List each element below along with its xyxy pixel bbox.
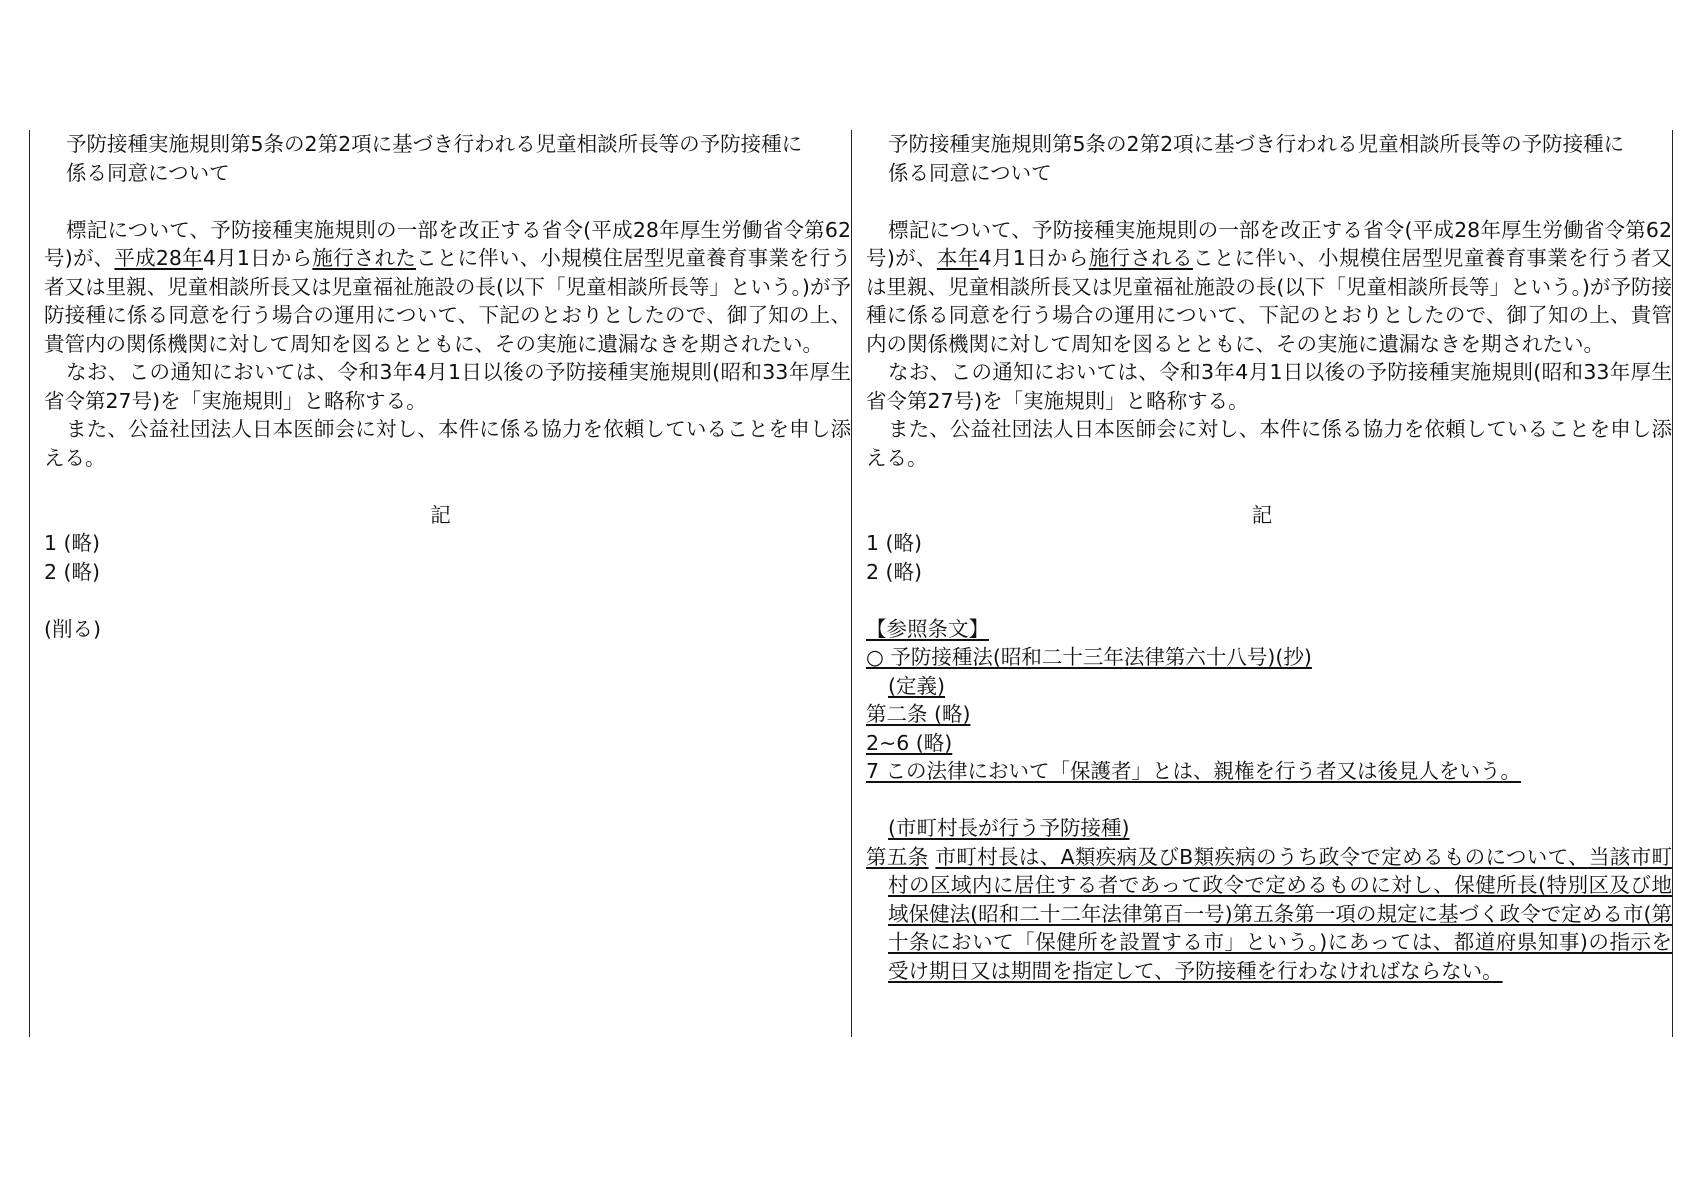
left-deleted-note: (削る) xyxy=(44,616,101,641)
article-2-sub-text: 2~6 (略) xyxy=(866,730,953,755)
article-5 xyxy=(866,843,1672,986)
article-2-para-7-text: 7 この法律において「保護者」とは、親権を行う者又は後見人をいう。 xyxy=(866,759,1522,783)
right-p1-text-b: 4月1日から xyxy=(978,246,1089,270)
right-item-1: 1 (略) xyxy=(866,531,923,555)
article-5-caption xyxy=(866,814,1672,843)
article-2 xyxy=(866,700,1672,729)
left-p1-underlined-date: 平成28年 xyxy=(114,246,203,270)
definition-caption-text: (定義) xyxy=(888,673,945,698)
left-item-2: 2 (略) xyxy=(44,559,101,584)
right-paragraph-1 xyxy=(866,216,1672,359)
article-2-sub xyxy=(866,729,1672,758)
left-item-1: 1 (略) xyxy=(44,531,101,555)
right-p1-text-c: ことに伴い、小規模住居型児童養育事業を行う者又は里親、児童相談所長又は児童福祉施設の長(以下「児童相談所長等」という。)が予防接種に係る同意を行う場合の運用について、下記のとおりとしたので、御了知の上、貴管内の関係機関に対して周知を図るとともに、その実施に遺漏なきを期されたい。 xyxy=(866,246,1672,356)
right-paragraph-2: なお、この通知においては、令和3年4月1日以後の予防接種実施規則(昭和33年厚生省令第27号)を「実施規則」と略称する。 xyxy=(866,360,1672,413)
article-5-caption-text: (市町村長が行う予防接種) xyxy=(888,816,1130,840)
left-title-line1: 予防接種実施規則第5条の2第2項に基づき行われる児童相談所長等の予防接種に xyxy=(66,132,803,156)
article-5-text: 市町村長は、A類疾病及びB類疾病のうち政令で定めるものについて、当該市町村の区域内に居住する者であって政令で定めるものに対し、保健所長(特別区及び地域保健法(昭和二十二年法律第百一号)第五条第一項の規定に基づく政令で定める市(第十条において「保健所を設置する市」という。)にあっては、都道府県知事)の指示を受け期日又は期間を指定して、予防接種を行わなければならない。 xyxy=(888,844,1673,983)
right-title-line2: 係る同意について xyxy=(888,160,1052,185)
right-paragraph-3: また、公益社団法人日本医師会に対し、本件に係る協力を依頼していることを申し添える。 xyxy=(866,417,1672,470)
reference-heading xyxy=(866,615,1672,644)
right-item-2: 2 (略) xyxy=(866,559,923,584)
left-paragraph-1 xyxy=(44,216,851,359)
left-column xyxy=(29,130,851,1037)
article-2-para-7 xyxy=(866,757,1672,786)
right-title-line1: 予防接種実施規則第5条の2第2項に基づき行われる児童相談所長等の予防接種に xyxy=(888,132,1625,156)
right-p1-underlined-date: 本年 xyxy=(936,246,979,270)
right-p1-text-a: 標記について、予防接種実施規則の一部を改正する省令(平成28年厚生労働省令第62号)が、 xyxy=(866,217,1672,270)
right-p1-underlined-verb: 施行される xyxy=(1088,246,1193,270)
left-p1-text-a: 標記について、予防接種実施規則の一部を改正する省令(平成28年厚生労働省令第62号)が、 xyxy=(44,217,851,270)
reference-heading-text: 【参照条文】 xyxy=(866,616,989,641)
left-ki-heading: 記 xyxy=(430,502,451,527)
left-title-line2: 係る同意について xyxy=(66,160,230,185)
left-p1-text-b: 4月1日から xyxy=(202,246,313,270)
article-5-label: 第五条 xyxy=(866,844,929,869)
article-2-text: 第二条 (略) xyxy=(866,702,971,726)
law-title xyxy=(866,643,1672,672)
law-title-text: ○ 予防接種法(昭和二十三年法律第六十八号)(抄) xyxy=(866,645,1312,669)
right-column xyxy=(851,130,1673,1037)
right-ki-heading: 記 xyxy=(1251,502,1273,527)
definition-caption xyxy=(866,672,1672,701)
left-p1-underlined-verb: 施行された xyxy=(312,246,416,270)
left-paragraph-3: また、公益社団法人日本医師会に対し、本件に係る協力を依頼していることを申し添える。 xyxy=(44,417,851,470)
left-paragraph-2: なお、この通知においては、令和3年4月1日以後の予防接種実施規則(昭和33年厚生省令第27号)を「実施規則」と略称する。 xyxy=(44,360,851,413)
left-p1-text-c: ことに伴い、小規模住居型児童養育事業を行う者又は里親、児童相談所長又は児童福祉施設の長(以下「児童相談所長等」という。)が予防接種に係る同意を行う場合の運用について、下記のとおりとしたので、御了知の上、貴管内の関係機関に対して周知を図るとともに、その実施に遺漏なきを期されたい。 xyxy=(44,246,852,356)
